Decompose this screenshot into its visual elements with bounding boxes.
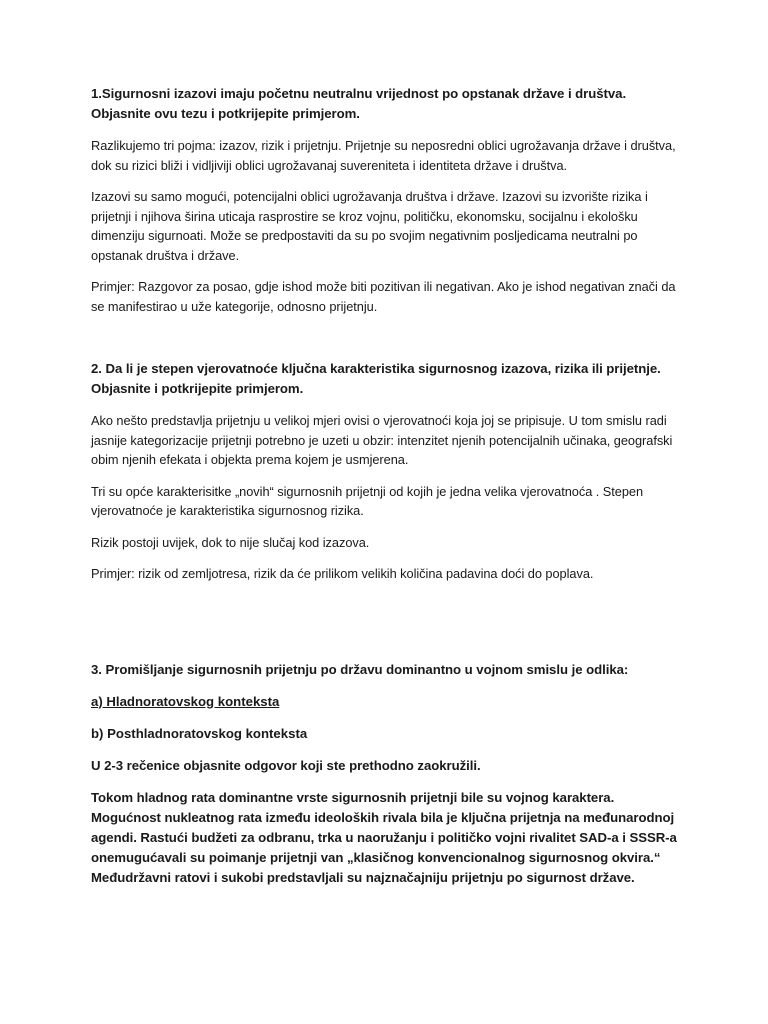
question-3-instruction: U 2-3 rečenice objasnite odgovor koji ste prethodno zaokružili. — [91, 757, 481, 773]
spacer — [91, 596, 681, 660]
question-1-paragraph-2: Izazovi su samo mogući, potencijalni oblici ugrožavanja društva i države. Izazovi su izvorište rizika i prijetnji i njihova širina uticaja rasprostire se kroz vojnu, političku, ekonomsku, socijalnu i ekološku dimenziju sigurnoati. Može se predpostaviti da su po svojim negativnim posljedicama neutralni po opstanak društva i države. — [91, 189, 648, 263]
question-2-paragraph-1: Ako nešto predstavlja prijetnju u velikoj mjeri ovisi o vjerovatnoći koja joj se pripisuje. U tom smislu radi jasnije kategorizacije prijetnji potrebno je uzeti u obzir: intenzitet njenih potencijalnih učinaka, geografski obim njenih efekata i objekta prema kojem je usmjerena. — [91, 413, 673, 467]
question-2-paragraph-2: Tri su opće karakterisitke „novih“ sigurnosnih prijetnji od kojih je jedna velika vjerovatnoća . Stepen vjerovatnoće je karakteristika sigurnosnog rizika. — [91, 483, 644, 518]
question-3-heading: 3. Promišljanje sigurnosnih prijetnju po državu dominantno u vojnom smislu je odlika: — [91, 661, 629, 677]
question-3-answer: Tokom hladnog rata dominantne vrste sigurnosnih prijetnji bile su vojnog karaktera. Mogućnost nukleatnog rata između ideoloških rivala bila je ključna prijetnja na međunarodnoj agendi. Rastući budžeti za odbranu, trka u naoružanju i političko vojni rivalitet SAD-a i SSSR-a onemugućavali su poimanje prijetnji van „klasičnog konvencionalnog sigurnosnog okvira.“ Međudržavni ratovi i sukobi predstavljali su najznačajniju prijetnju po sigurnost države. — [91, 789, 677, 885]
question-1-paragraph-1: Razlikujemo tri pojma: izazov, rizik i prijetnju. Prijetnje su neposredni oblici ugrožavanja države i društva, dok su rizici bliži i vidljiviji oblici ugrožavanaj suvereniteta i identiteta države i društva. — [91, 138, 676, 173]
answer-option-b: b) Posthladnoratovskog konteksta — [91, 725, 308, 741]
question-1-heading: 1.Sigurnosni izazovi imaju početnu neutralnu vrijednost po opstanak države i društva. Objasnite ovu tezu i potkrijepite primjerom. — [91, 86, 627, 121]
question-2-paragraph-3: Rizik postoji uvijek, dok to nije slučaj kod izazova. — [91, 534, 370, 550]
spacer — [91, 328, 681, 359]
question-1-example: Primjer: Razgovor za posao, gdje ishod može biti pozitivan ili negativan. Ako je ishod negativan znači da se manifestirao u uže kategorije, odnosno prijetnju. — [91, 279, 676, 314]
question-2-heading: 2. Da li je stepen vjerovatnoće ključna karakteristika sigurnosnog izazova, rizika ili prijetnje. Objasnite i potkrijepite primjerom. — [91, 361, 661, 396]
document-page — [91, 84, 681, 900]
answer-option-a: a) Hladnoratovskog konteksta — [91, 693, 280, 709]
question-2-example: Primjer: rizik od zemljotresa, rizik da će prilikom velikih količina padavina doći do poplava. — [91, 566, 594, 581]
